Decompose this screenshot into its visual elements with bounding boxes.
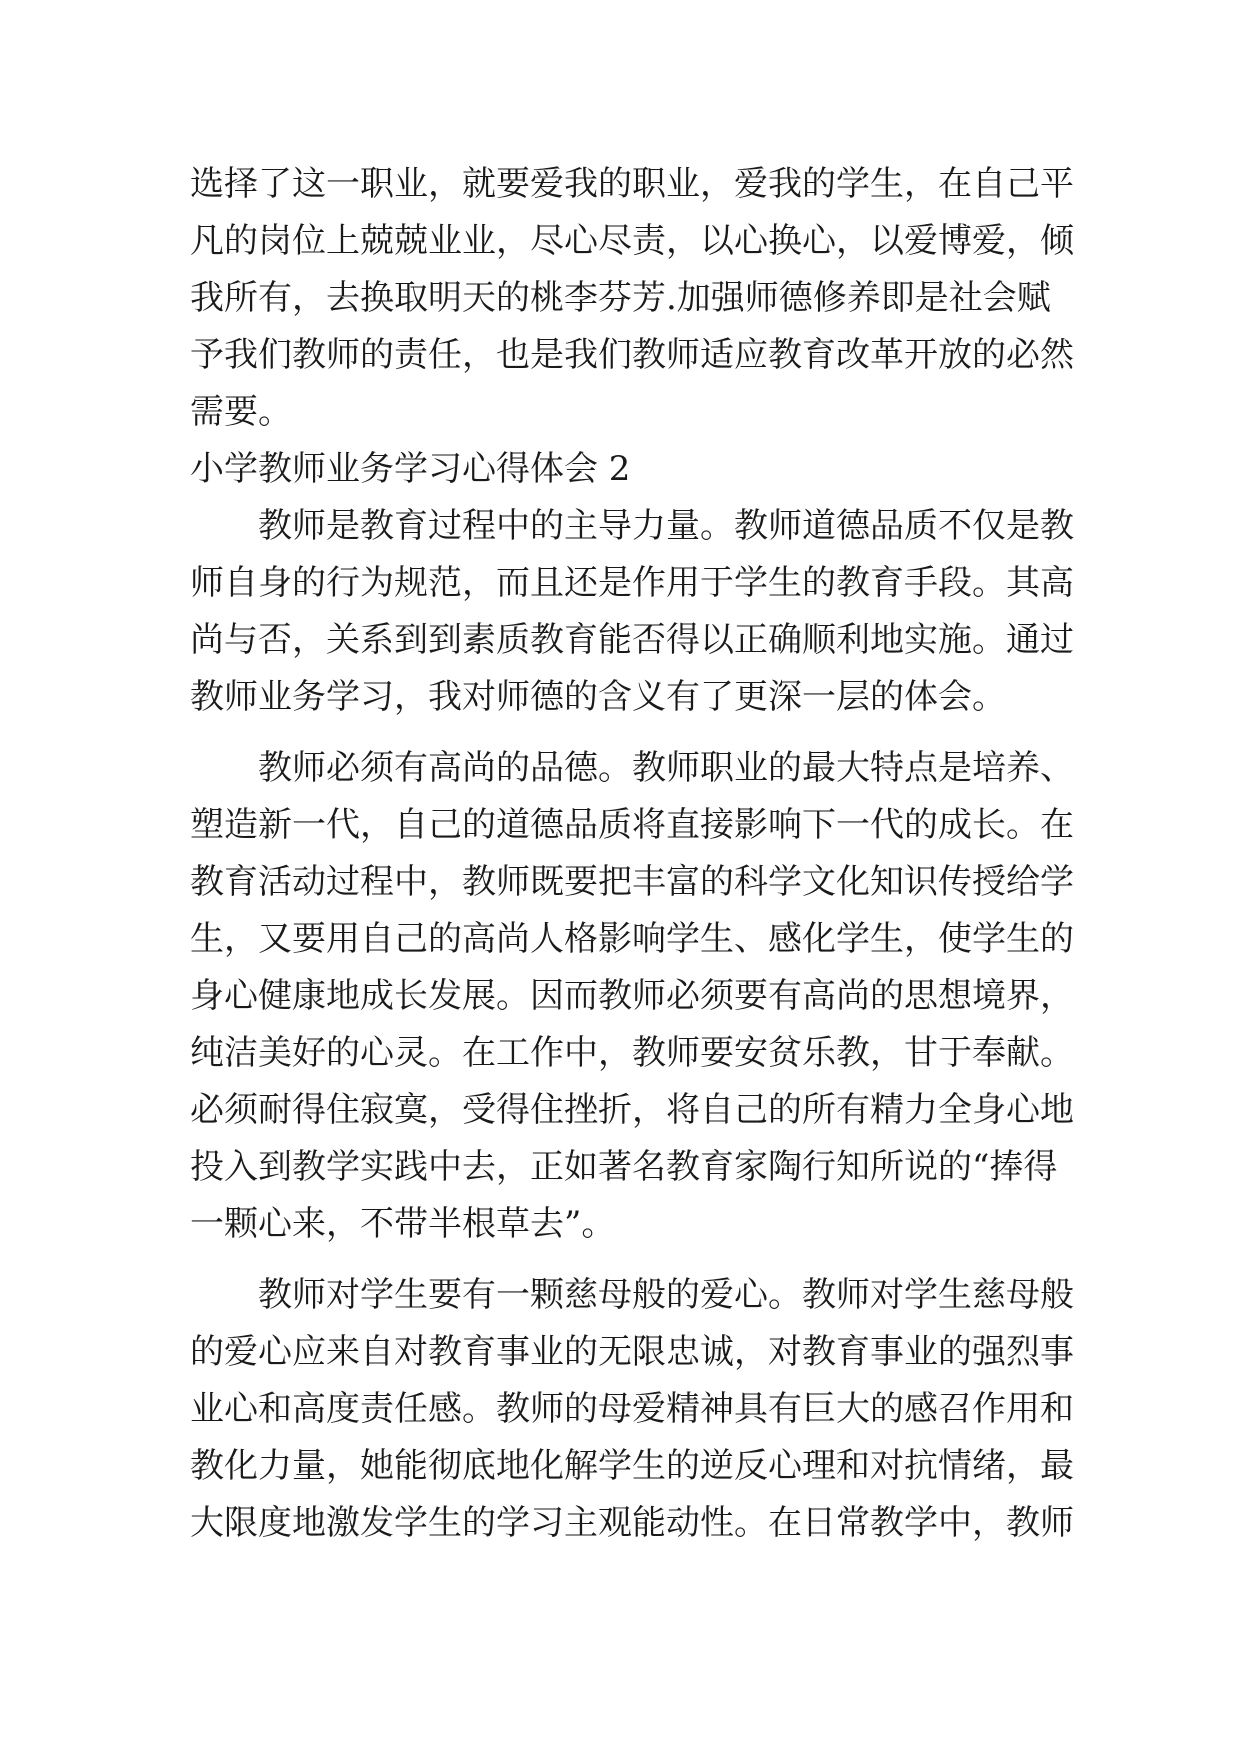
text-line: 需要。	[190, 392, 292, 432]
text-line: 身心健康地成长发展。因而教师必须要有高尚的思想境界，	[190, 976, 1074, 1016]
text-line: 业心和高度责任感。教师的母爱精神具有巨大的感召作用和	[190, 1389, 1074, 1429]
text-line: 的爱心应来自对教育事业的无限忠诚，对教育事业的强烈事	[190, 1332, 1074, 1372]
text-line: 我所有，去换取明天的桃李芬芳.加强师德修养即是社会赋	[190, 278, 1051, 318]
text-line: 教师是教育过程中的主导力量。教师道德品质不仅是教	[190, 506, 1074, 546]
text-line: 教育活动过程中，教师既要把丰富的科学文化知识传授给学	[190, 862, 1074, 902]
text-line: 大限度地激发学生的学习主观能动性。在日常教学中，教师	[190, 1503, 1074, 1543]
text-line: 予我们教师的责任，也是我们教师适应教育改革开放的必然	[190, 335, 1074, 375]
text-line: 教师业务学习，我对师德的含义有了更深一层的体会。	[190, 677, 1006, 717]
text-line: 纯洁美好的心灵。在工作中，教师要安贫乐教，甘于奉献。	[190, 1033, 1074, 1073]
text-line: 必须耐得住寂寞，受得住挫折，将自己的所有精力全身心地	[190, 1090, 1074, 1130]
text-line: 师自身的行为规范，而且还是作用于学生的教育手段。其高	[190, 563, 1074, 603]
document-body	[190, 156, 1074, 1552]
text-line: 生，又要用自己的高尚人格影响学生、感化学生，使学生的	[190, 919, 1074, 959]
text-line: 教化力量，她能彻底地化解学生的逆反心理和对抗情绪，最	[190, 1446, 1074, 1486]
text-line: 凡的岗位上兢兢业业，尽心尽责，以心换心，以爱博爱，倾	[190, 221, 1074, 261]
paragraph-gap	[190, 1253, 1060, 1267]
text-line: 尚与否，关系到到素质教育能否得以正确顺利地实施。通过	[190, 620, 1074, 660]
paragraph-gap	[190, 726, 1060, 740]
section-heading: 小学教师业务学习心得体会 2	[190, 449, 631, 489]
text-line: 投入到教学实践中去，正如著名教育家陶行知所说的“捧得	[190, 1147, 1058, 1187]
text-line: 塑造新一代，自己的道德品质将直接影响下一代的成长。在	[190, 805, 1074, 845]
text-line: 教师对学生要有一颗慈母般的爱心。教师对学生慈母般	[190, 1275, 1074, 1315]
text-line: 选择了这一职业，就要爱我的职业，爱我的学生，在自己平	[190, 164, 1074, 204]
text-line: 一颗心来，不带半根草去”。	[190, 1204, 616, 1244]
text-line: 教师必须有高尚的品德。教师职业的最大特点是培养、	[190, 748, 1074, 788]
